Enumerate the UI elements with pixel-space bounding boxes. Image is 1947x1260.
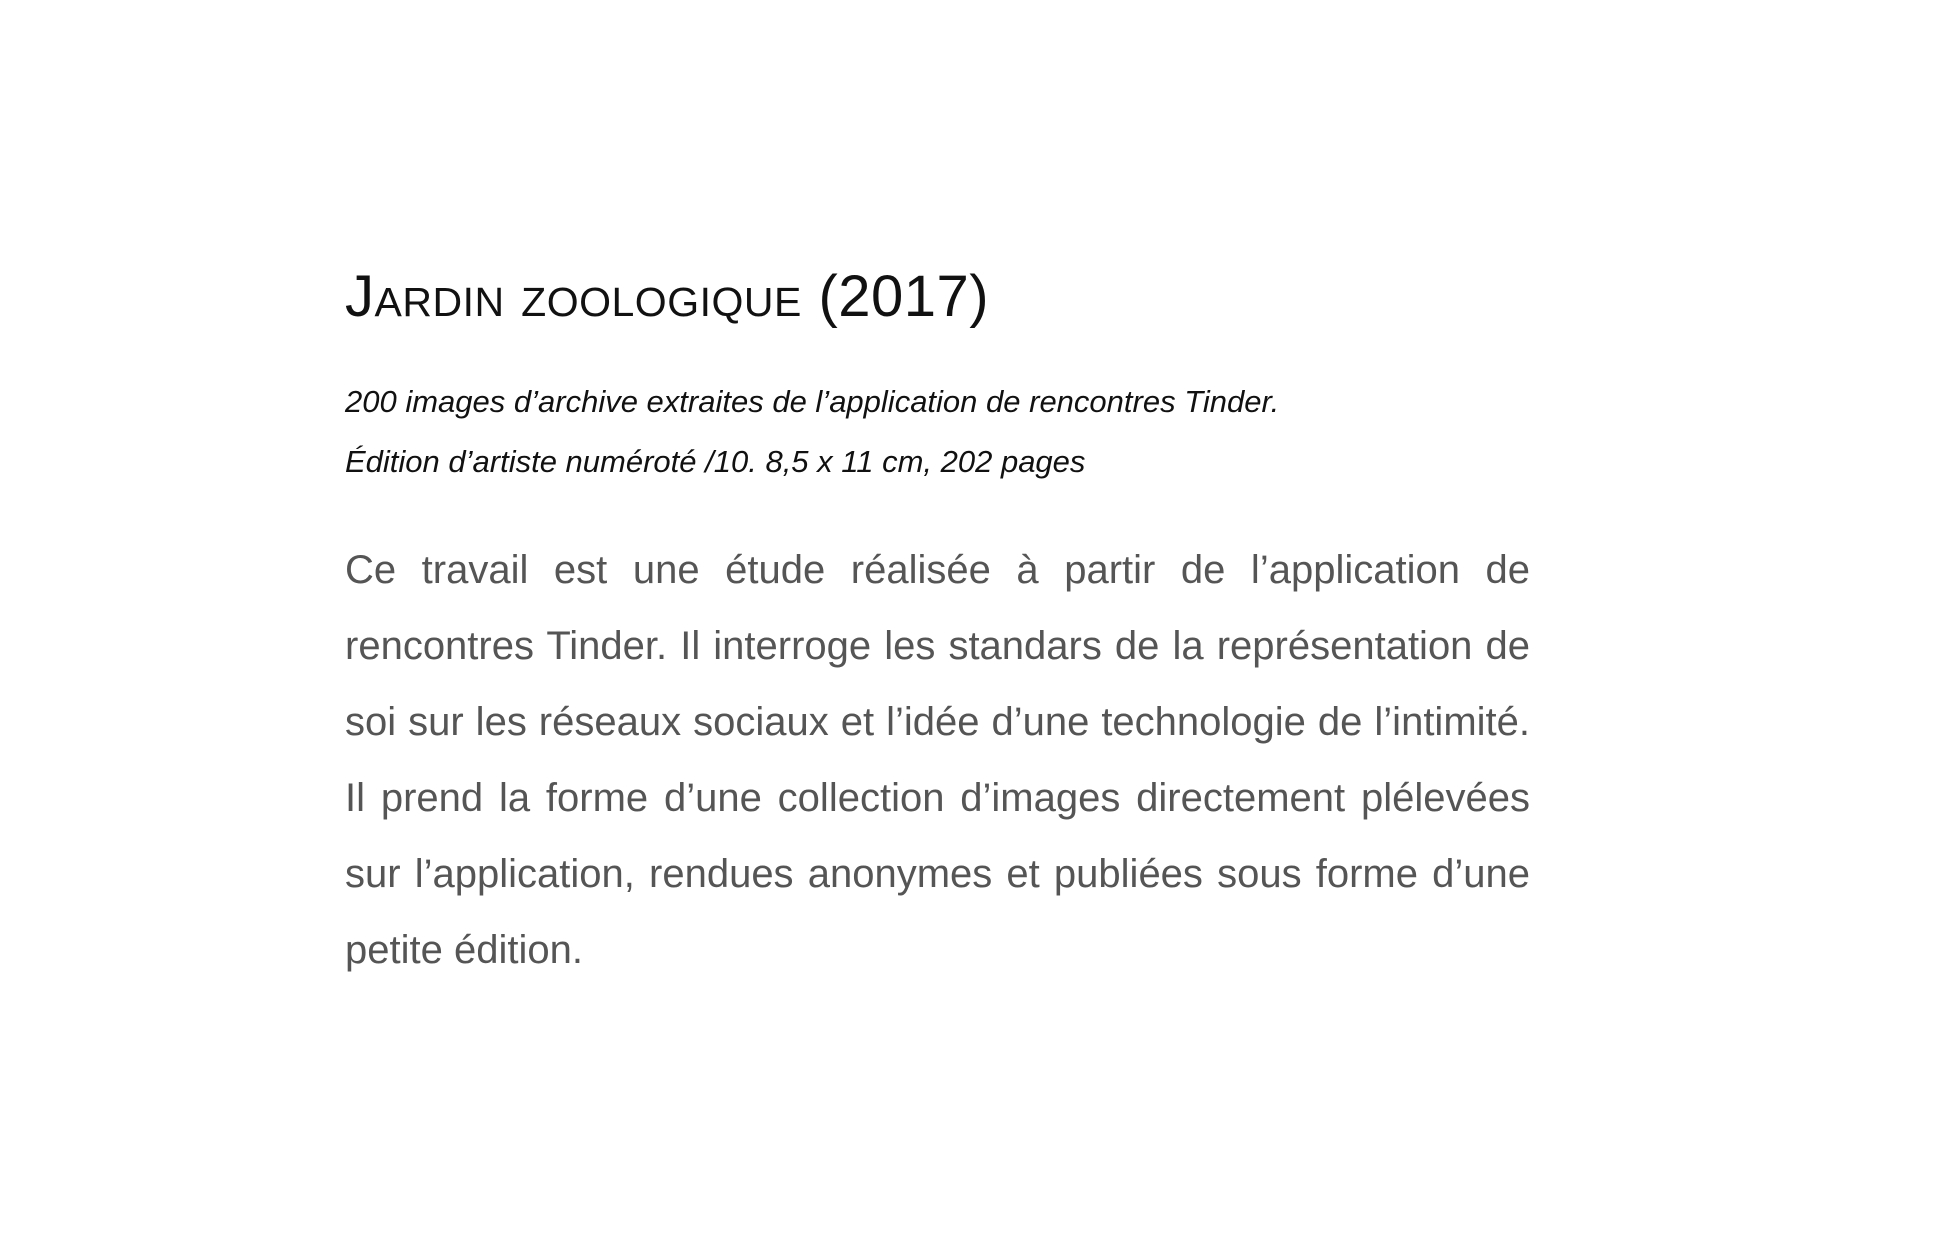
edition-details bbox=[345, 372, 1530, 492]
document-title: Jardin zoologique (2017) bbox=[345, 264, 990, 329]
document-content bbox=[345, 262, 1530, 1028]
edition-line-1: 200 images d’archive extraites de l’application de rencontres Tinder. bbox=[345, 384, 1280, 419]
edition-line-2: Édition d’artiste numéroté /10. 8,5 x 11 cm, 202 pages bbox=[345, 444, 1086, 479]
description-paragraph: Ce travail est une étude réalisée à partir de l’application de rencontres Tinder. Il interroge les standars de la représentation de soi sur les réseaux sociaux et l’idée d’une technologie de l’intimité. Il prend la forme d’une collection d’images directement plélevées sur l’application, rendues anonymes et publiées sous forme d’une petite édition. bbox=[345, 548, 1530, 972]
